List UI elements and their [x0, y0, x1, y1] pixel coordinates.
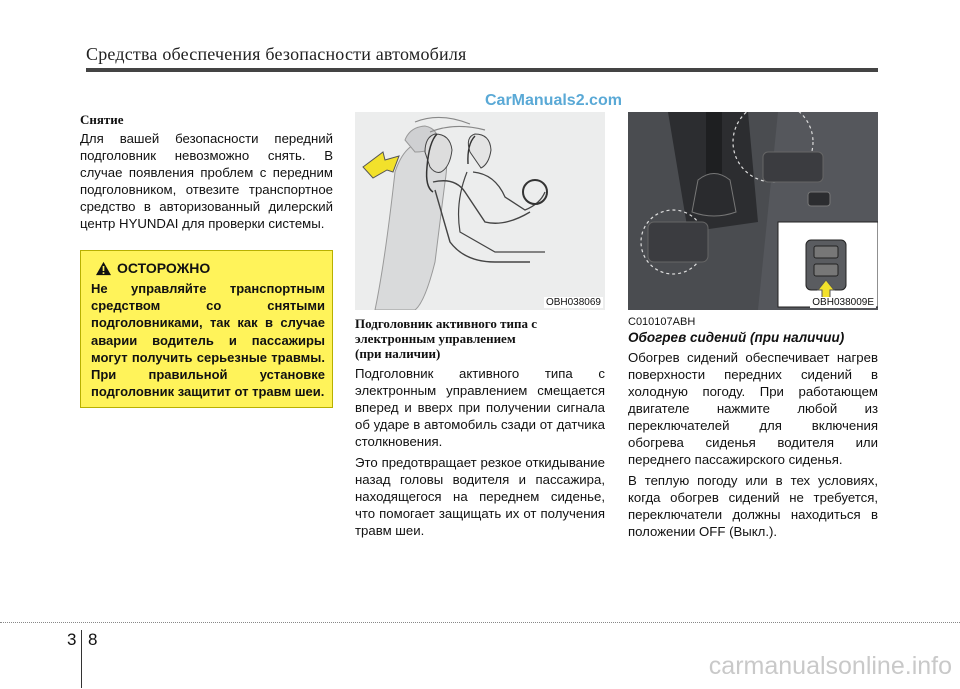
active-headrest-paragraph-1: Подголовник активного типа с электронным управлением смещается вперед и вверх при получении сигнала об ударе в автомобиль сзади от датчика столкновения. [355, 366, 605, 449]
figure-heated-seat-switches [628, 112, 878, 310]
seat-heating-paragraph-2: В теплую погоду или в тех условиях, когда обогрев сидений не требуется, переключатели должны находиться в положении OFF (Выкл.). [628, 473, 878, 539]
heading-line-2: электронным управлением [355, 331, 516, 346]
section-heading-active-headrest [355, 316, 605, 361]
chapter-number: 3 [67, 630, 77, 649]
page-number-divider [81, 630, 82, 688]
header-rule [86, 68, 878, 72]
figure-code-1: OBH038069 [545, 297, 601, 308]
warning-title-text: ОСТОРОЖНО [117, 260, 211, 276]
page-number: 8 [88, 630, 98, 649]
illustration-console [628, 112, 878, 310]
removal-paragraph: Для вашей безопасности передний подголовник невозможно снять. В случае появления проблем с передним подголовником, отвезите транспортное средство в авторизованный дилерский центр HYUNDAI для проверки системы. [80, 131, 333, 231]
footer-dotted-rule [0, 622, 960, 623]
warning-triangle-icon [95, 261, 112, 276]
column-left [80, 112, 333, 232]
warning-box [80, 250, 333, 408]
illustration-driver-seat [355, 112, 605, 310]
column-right [628, 316, 878, 544]
section-heading-removal: Снятие [80, 112, 124, 127]
watermark-bottom: carmanualsonline.info [708, 652, 952, 680]
page-header-title: Средства обеспечения безопасности автомобиля [86, 44, 467, 64]
watermark-top: CarManuals2.com [485, 92, 622, 109]
figure-active-headrest [355, 112, 605, 310]
heading-line-3: (при наличии) [355, 346, 441, 361]
warning-text: Не управляйте транспортным средством со снятыми подголовниками, так как в случае аварии водитель и пассажиры могут получить серьезные травмы. При правильной установке подголовник защитит от травм шеи. [91, 281, 325, 400]
heading-line-1: Подголовник активного типа с [355, 316, 538, 331]
seat-heating-paragraph-1: Обогрев сидений обеспечивает нагрев поверхности передних сидений в холодную погоду. При работающем двигателе нажмите любой из переключателей для включения обогрева сиденья водителя или переднего пассажирского сиденья. [628, 350, 878, 467]
figure-code-2: OBH038009E [812, 297, 874, 308]
column-middle [355, 316, 605, 543]
active-headrest-paragraph-2: Это предотвращает резкое откидывание назад головы водителя и пассажира, находящегося на переднем сиденье, что помогает защищать их от получения травм шеи. [355, 455, 605, 538]
section-code: C010107ABH [628, 316, 696, 328]
section-heading-seat-heating: Обогрев сидений (при наличии) [628, 330, 845, 345]
warning-title [95, 260, 210, 276]
